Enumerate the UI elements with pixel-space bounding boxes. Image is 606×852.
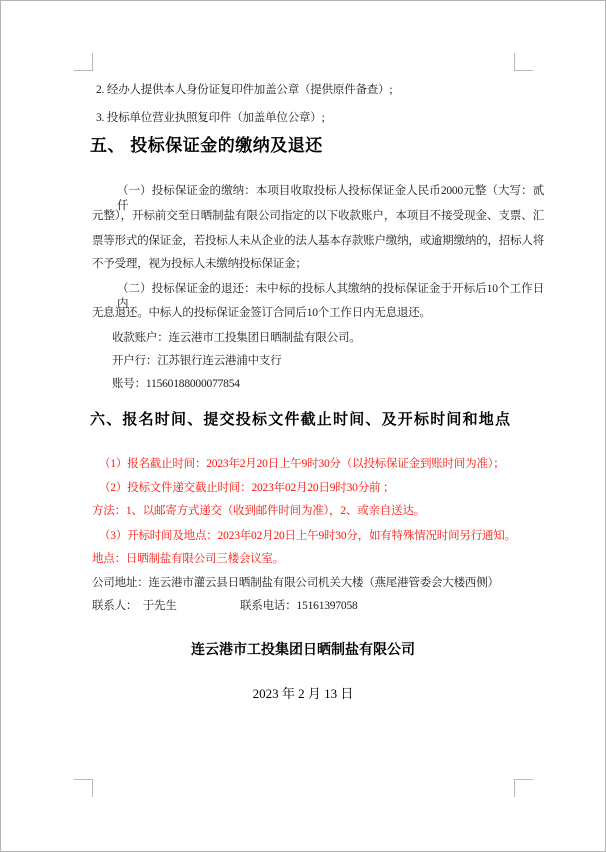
company-address-line: 公司地址：连云港市灌云县日晒制盐有限公司机关大楼（燕尾港管委会大楼西侧） xyxy=(92,577,499,589)
section5-para1-line3: 票等形式的保证金，若投标人未从企业的法人基本存款账户缴纳，或逾期缴纳的，招标人将 xyxy=(92,235,544,247)
contact-phone: 联系电话：15161397058 xyxy=(240,600,358,612)
contact-line xyxy=(92,599,544,614)
contact-person: 联系人： 于先生 xyxy=(92,600,177,612)
crop-mark-top-left-icon xyxy=(74,53,93,71)
bank-line: 开户行：江苏银行连云港浦中支行 xyxy=(112,355,282,367)
footer-company-name: 连云港市工投集团日晒制盐有限公司 xyxy=(191,641,415,657)
deadline-registration-line: （1）报名截止时间：2023年2月20日上午9时30分（以投标保证金到账时间为准）； xyxy=(99,458,505,470)
bid-opening-place-line: 地点：日晒制盐有限公司三楼会议室。 xyxy=(92,553,285,565)
account-name-line: 收款账户：连云港市工投集团日晒制盐有限公司。 xyxy=(112,332,361,344)
deadline-submission-line: （2）投标文件递交截止时间：2023年02月20日9时30分前 ； xyxy=(99,482,395,494)
prelim-item-3: 3. 投标单位营业执照复印件（加盖单位公章）; xyxy=(96,112,325,124)
section5-para1-line4: 不予受理，视为投标人未缴纳投标保证金； xyxy=(92,258,307,270)
account-number-line: 账号：11560188000077854 xyxy=(112,378,240,390)
crop-mark-bottom-right-icon xyxy=(514,779,533,797)
crop-mark-top-right-icon xyxy=(514,53,533,71)
section5-para1-line1: （一）投标保证金的缴纳：本项目收取投标人投标保证金人民币2000元整（大写：贰仟 xyxy=(117,185,544,212)
footer-date: 2023 年 2 月 13 日 xyxy=(252,686,354,701)
delivery-method-line: 方法：1、以邮寄方式递交（收到邮件时间为准），2、或亲自送达。 xyxy=(92,505,426,517)
crop-mark-bottom-left-icon xyxy=(74,779,93,797)
section5-para1-line2: 元整），开标前交至日晒制盐有限公司指定的以下收款账户，本项目不接受现金、支票、汇 xyxy=(92,210,544,222)
prelim-item-2: 2. 经办人提供本人身份证复印件加盖公章（提供原件备查）; xyxy=(96,84,393,96)
bid-opening-time-line: （3）开标时间及地点：2023年02月20日上午9时30分，如有特殊情况时间另行通知。 xyxy=(99,530,516,542)
section5-heading: 五、 投标保证金的缴纳及退还 xyxy=(90,136,323,155)
section5-para2-line2: 无息退还。中标人的投标保证金签订合同后10个工作日内无息退还。 xyxy=(92,307,431,319)
section5-para2-line1: （二）投标保证金的退还：未中标的投标人其缴纳的投标保证金于开标后10个工作日内 xyxy=(117,283,544,310)
section6-heading: 六、报名时间、提交投标文件截止时间、及开标时间和地点 xyxy=(90,411,512,428)
